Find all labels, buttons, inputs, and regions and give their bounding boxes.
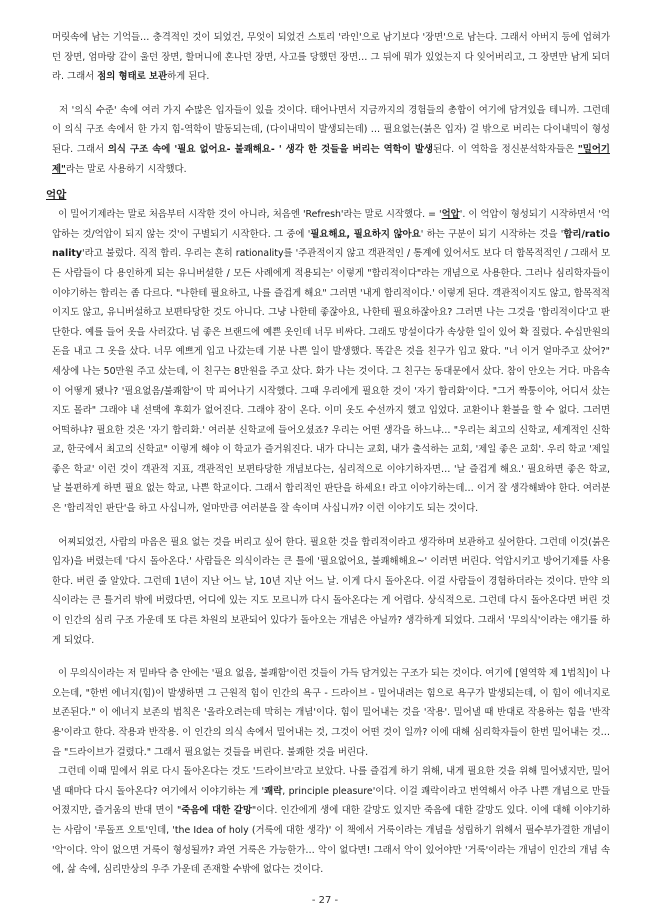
- text-run: 하게 된다.: [167, 71, 210, 83]
- text-run: 저 '의식 수준' 속에 여러 가지 수많은 입자들이 있을 것이다. 태어나면서 지금까지의 경험들의 총합이 여기에 담겨있을 테니까. 그런데 이 의식 구조 속에서 한 가지 힘-역학이 발동되는데, (다이내믹이 발생되는데) … 필요없는(붉은 입자) 걸 밖으로 버리는 다이내믹이 형성된다. 그래서: [52, 104, 610, 155]
- bold-phrase: 점의 형태로 보관: [97, 71, 168, 83]
- page-number: - 27 -: [311, 895, 339, 906]
- text-run: 머릿속에 남는 기억들… 충격적인 것이 되었건, 무엇이 되었건 스토리 '라인'으로 남기보다 '장면'으로 남는다. 그래서 아버지 등에 업혀가던 장면, 엄마랑 같이 울던 장면, 할머니에 혼나던 장면, 사고를 당했던 장면… 그 뒤에 뭐가 있었는지 다 잊어버리고, 그 장면만 남게 되더라. 그래서: [52, 32, 610, 83]
- bold-phrase: 필요해요, 필요하지 않아요: [310, 228, 421, 240]
- bold-phrase: 죽음에 대한 갈망: [181, 805, 252, 817]
- bold-term: 합리/rationality: [52, 228, 610, 260]
- text-run: 그런데 이때 밑에서 위로 다시 돌아온다는 것도 '드라이브'라고 보았다. 나를 즐겁게 하기 위해, 내게 필요한 것을 위해 밀어냈지만, 밀어 낼 때마다 다시 돌아온다? 여기에서 이야기하는 게 ': [52, 766, 610, 797]
- text-run: 어찌되었건, 사람의 마음은 필요 없는 것을 버리고 싶어 한다. 필요한 것을 합리적이라고 생각하며 보관하고 싶어한다. 그런데 이것(붉은 입자)을 버렸는데 '다시 돌아온다.' 사람들은 의식이라는 큰 틀에 '필요없어요, 불쾌해해요~' 이러면 버린다. 억압시키고 방어기제를 사용한다. 버린 줄 알았다. 그런데 1년이 지난 어느 날, 10년 지난 어느 날. 이게 다시 돌아온다. 이걸 사람들이 경험하더라는 것이다. 만약 의식이라는 큰 틀거리 밖에 버렸다면, 어디에 있는 지도 모르니까 다시 돌아온다는 게 어렵다. 상식적으로. 그런데 다시 돌아온다면 버린 것이 인간의 심리 구조 가운데 또 다른 차원의 보관되어 있다가 돌아오는 개념은 아닐까? 생각하게 되었다. 그래서 '무의식'이라는 얘기를 하게 되었다.: [52, 536, 610, 646]
- paragraph-unconscious: [52, 664, 610, 762]
- paragraph-consciousness: [52, 101, 610, 179]
- section-heading: 억압: [46, 189, 67, 202]
- text-run: 이 무의식이라는 저 밑바닥 층 안에는 '필요 없음, 불쾌함'이런 것들이 가득 담겨있는 구조가 되는 것이다. 여기에 [열역학 제 1법칙]이 나오는데, "한번 에너지(힘)이 발생하면 그 근원적 힘이 인간의 욕구 - 드라이브 - 밀어내려는 힘으로 욕구가 발생되는데, 이 힘이 에너지로 보존된다." 이 에너지 보존의 법칙은 '올라오려는데 막히는 개념'이다. 힘이 밀어내는 것을 '작용'. 밀어낼 때 반대로 작용하는 힘을 '반작용'이라고 한다. 작용과 반작용. 이 인간의 의식 속에서 밀어내는 것, 그것이 어떤 것이 일까? 이에 대해 심리학자들이 한번 밀어내는 것… 을 "드라이브가 걸렸다." 그래서 필요없는 것들을 버린다. 불쾌한 것을 버린다.: [52, 668, 610, 758]
- text-run: , principle pleasure'이다. 이걸 쾌락이라고 번역해서 아주 나쁜 개념으로 만들어졌지만, 즐거움의 반대 면이 ": [52, 785, 610, 817]
- text-run: 이 밀어기제라는 말로 처음부터 시작한 것이 아니라, 처음엔 'Refresh'라는 말로 시작했다. = ': [58, 209, 442, 221]
- bold-term: 쾌락: [264, 785, 283, 797]
- paragraph-repression: [52, 205, 610, 519]
- text-run: 라는 말로 사용하기 시작했다.: [65, 163, 187, 175]
- bold-phrase: 의식 구조 속에 '필요 없어요- 불쾌해요- ' 생각 한 것들을 버리는 역학이 발생: [107, 143, 433, 155]
- bold-term: 억압: [441, 209, 460, 221]
- paragraph-drive: [52, 762, 610, 880]
- paragraph-return: [52, 533, 610, 651]
- bold-term: "밀어기제": [52, 143, 610, 175]
- text-run: '라고 불렀다. 직적 합리. 우리는 흔히 rationality를 '주관적이지 않고 객관적인 / 통계에 있어서도 보다 더 합목적적인 / 그래서 모든 사람들이 다 용인하게 되는 유니버셜한 / 모든 사례에게 적용되는' 이렇게 "합리적이다"라는 개념으로 사용한다. 그러나 심리학자들이 이야기하는 합리는 좀 다르다. "나한테 필요하고, 나를 즐겁게 해요" 그러면 '내게 합리적이다.' 이렇게 된다. 객관적이지도 않고, 합목적적이지도 않고, 유니버설하고 보편타당한 것도 아니다. 그냥 나한테 좋잖아요, 나한테 필요하잖아요? 그러면 나는 그것을 '합리적이다'고 판단한다. 예를 들어 옷을 사러갔다. 넘 좋은 브랜드에 예쁜 옷인데 너무 비싸다. 그래도 망설이다가 속상한 일이 있어 확 질렀다. 수십만원의 돈을 내고 그 옷을 샀다. 너무 예쁘게 입고 나갔는데 기분 나쁜 일이 발생했다. 똑같은 것을 친구가 입고 왔다. "너 이거 얼마주고 샀어?" 세상에 나는 50만원 주고 샀는데, 이 친구는 8만원을 주고 샀다. 화가 나는 것이다. 그 친구는 동대문에서 샀다. 참이 안오는 거다. 마음속이 어떻게 됐나? '필요없음/불쾌함'이 막 피어나기 시작했다. 그때 우리에게 필요한 것이 '자기 합리화'이다. "그거 짝퉁이야, 어디서 샀는지도 몰라" 그래야 내 선택에 후회가 없어진다. 그래야 잠이 온다. 이미 옷도 수선까지 했고 입었다. 교환이나 환불을 할 수 없다. 그러면 어떡하냐? 필요한 것은 '자기 합리화.' 여러분 신학교에 들어오셨죠? 우리는 어떤 생각을 하느냐… "우리는 최고의 신학교, 세계적인 신학교, 한국에서 최고의 신학교" 이렇게 해야 이 학교가 즐거워진다. 내가 다니는 교회, 내가 출석하는 교회, '제일 좋은 교회'. 우리 학교 '제일 좋은 학교' 이런 것이 객관적 지표, 객관적인 보편타당한 개념보다는, 심리적으로 이야기하자면… '날 즐겁게 해요.' 필요하면 좋은 학교, 날 불편하게 하면 필요 없는 학교, 나쁜 학교이다. 그래서 합리적인 판단을 하세요! 라고 이야기하는데… 이거 잘 생각해봐야 한다. 여러분은 '합리적인 판단'을 하고 사십니까, 얼마만큼 여러분을 잘 속이며 사십니까? 이런 이야기도 되는 것이다.: [52, 248, 610, 515]
- text-run: "이다. 인간에게 생에 대한 갈망도 있지만 죽음에 대한 갈망도 있다. 이에 대해 이야기하는 사람이 '루돌프 오토'인데, 'the Idea of holy (거룩에 대한 생각)' 이 책에서 거룩이라는 개념을 성립하기 위해서 필수부가결한 개념이 '악'이다. 악이 없으면 거룩이 형성될까? 과연 거룩은 가능한가… 악이 없다면! 그래서 악이 있어야만 '거룩'이라는 개념이 인간의 개념 속에, 삶 속에, 심리만상의 우주 가운데 존재할 수밖에 없다는 것이다.: [52, 805, 611, 876]
- text-run: '. 이 억압이 형성되기 시작하면서 '억압하는 것/억압이 되지 않는 것'이 구별되기 시작한다. 그 중에 ': [52, 209, 610, 240]
- text-run: 된다. 이 역학을 정신분석학자들은: [432, 143, 578, 155]
- paragraph-scenes: [52, 28, 610, 87]
- text-run: ' 하는 구분이 되기 시작하는 것을 ': [420, 228, 564, 240]
